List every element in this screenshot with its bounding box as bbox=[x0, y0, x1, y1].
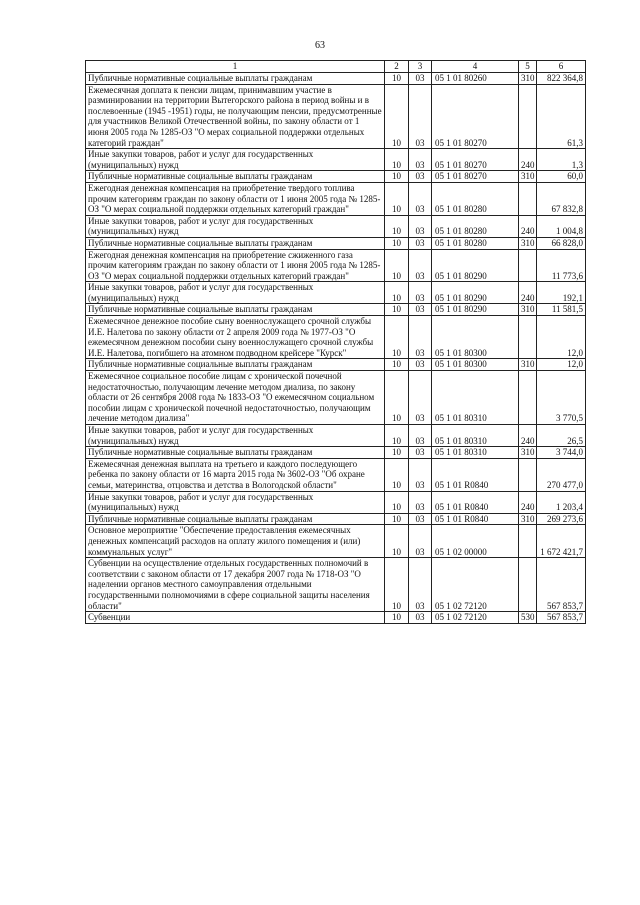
row-subsection-code: 03 bbox=[409, 282, 432, 304]
row-description: Ежемесячная доплата к пенсии лицам, принимавшим участие в разминировании на территории Вытегорского района в период войны и в послевоенные (1945 -1951) годы, не получающим пенсии, предусмотренные для участников Великой Отечественной войны, по закону области от 1 июня 2005 года № 1285-ОЗ "О мерах социальной поддержки отдельных категорий граждан" bbox=[86, 84, 385, 149]
row-section-code: 10 bbox=[385, 491, 409, 513]
row-target-article-code: 05 1 01 80280 bbox=[432, 215, 519, 237]
table-row bbox=[86, 304, 586, 316]
row-section-code: 10 bbox=[385, 249, 409, 282]
header-col-2: 2 bbox=[385, 61, 409, 73]
row-subsection-code: 03 bbox=[409, 304, 432, 316]
row-subsection-code: 03 bbox=[409, 447, 432, 459]
row-subsection-code: 03 bbox=[409, 316, 432, 359]
row-amount: 11 773,6 bbox=[537, 249, 586, 282]
row-description: Ежегодная денежная компенсация на приобретение сжиженного газа прочим категориям граждан по закону области от 1 июня 2005 года № 1285-ОЗ "О мерах социальной поддержки отдельных категорий граждан" bbox=[86, 249, 385, 282]
table-row bbox=[86, 84, 586, 149]
row-subsection-code: 03 bbox=[409, 425, 432, 447]
table-row bbox=[86, 359, 586, 371]
row-subsection-code: 03 bbox=[409, 525, 432, 558]
row-description: Ежемесячное социальное пособие лицам с хронической почечной недостаточностью, получающим лечение методом диализа, по закону области от 26 сентября 2008 года № 1833-ОЗ "О ежемесячном социальном пособии лицам с хронической почечной недостаточностью, получающим лечение методом диализа" bbox=[86, 371, 385, 425]
row-section-code: 10 bbox=[385, 182, 409, 215]
row-subsection-code: 03 bbox=[409, 237, 432, 249]
row-target-article-code: 05 1 01 80290 bbox=[432, 304, 519, 316]
table-row bbox=[86, 458, 586, 491]
row-expense-type-code: 310 bbox=[519, 304, 537, 316]
row-amount: 3 770,5 bbox=[537, 371, 586, 425]
row-target-article-code: 05 1 01 80280 bbox=[432, 237, 519, 249]
table-row bbox=[86, 316, 586, 359]
row-amount: 11 581,5 bbox=[537, 304, 586, 316]
row-description: Ежегодная денежная компенсация на приобретение твердого топлива прочим категориям граждан по закону области от 1 июня 2005 года № 1285-ОЗ "О мерах социальной поддержки отдельных категорий граждан" bbox=[86, 182, 385, 215]
row-target-article-code: 05 1 01 80310 bbox=[432, 371, 519, 425]
table-row bbox=[86, 525, 586, 558]
row-description: Публичные нормативные социальные выплаты гражданам bbox=[86, 237, 385, 249]
row-amount: 3 744,0 bbox=[537, 447, 586, 459]
row-target-article-code: 05 1 01 80290 bbox=[432, 282, 519, 304]
row-amount: 26,5 bbox=[537, 425, 586, 447]
row-section-code: 10 bbox=[385, 282, 409, 304]
table-row bbox=[86, 491, 586, 513]
row-target-article-code: 05 1 01 80310 bbox=[432, 447, 519, 459]
row-expense-type-code: 240 bbox=[519, 215, 537, 237]
row-subsection-code: 03 bbox=[409, 513, 432, 525]
row-target-article-code: 05 1 01 R0840 bbox=[432, 491, 519, 513]
table-row bbox=[86, 215, 586, 237]
row-subsection-code: 03 bbox=[409, 458, 432, 491]
row-target-article-code: 05 1 01 80270 bbox=[432, 171, 519, 183]
table-row bbox=[86, 249, 586, 282]
table-row bbox=[86, 149, 586, 171]
row-section-code: 10 bbox=[385, 371, 409, 425]
row-section-code: 10 bbox=[385, 215, 409, 237]
table-row bbox=[86, 73, 586, 85]
row-amount: 269 273,6 bbox=[537, 513, 586, 525]
row-section-code: 10 bbox=[385, 237, 409, 249]
row-target-article-code: 05 1 01 80300 bbox=[432, 316, 519, 359]
row-amount: 567 853,7 bbox=[537, 612, 586, 624]
row-section-code: 10 bbox=[385, 447, 409, 459]
budget-table bbox=[85, 60, 586, 624]
row-expense-type-code bbox=[519, 182, 537, 215]
row-expense-type-code: 240 bbox=[519, 425, 537, 447]
table-row bbox=[86, 447, 586, 459]
row-section-code: 10 bbox=[385, 558, 409, 612]
row-section-code: 10 bbox=[385, 612, 409, 624]
row-section-code: 10 bbox=[385, 425, 409, 447]
row-subsection-code: 03 bbox=[409, 149, 432, 171]
row-description: Публичные нормативные социальные выплаты гражданам bbox=[86, 447, 385, 459]
row-section-code: 10 bbox=[385, 316, 409, 359]
row-target-article-code: 05 1 01 80280 bbox=[432, 182, 519, 215]
table-row bbox=[86, 237, 586, 249]
row-section-code: 10 bbox=[385, 304, 409, 316]
row-expense-type-code: 240 bbox=[519, 149, 537, 171]
row-amount: 66 828,0 bbox=[537, 237, 586, 249]
header-col-1: 1 bbox=[86, 61, 385, 73]
row-section-code: 10 bbox=[385, 359, 409, 371]
row-expense-type-code bbox=[519, 458, 537, 491]
row-amount: 61,3 bbox=[537, 84, 586, 149]
row-amount: 1,3 bbox=[537, 149, 586, 171]
row-subsection-code: 03 bbox=[409, 359, 432, 371]
row-expense-type-code: 240 bbox=[519, 282, 537, 304]
row-amount: 12,0 bbox=[537, 359, 586, 371]
table-row bbox=[86, 371, 586, 425]
row-target-article-code: 05 1 01 80300 bbox=[432, 359, 519, 371]
row-expense-type-code bbox=[519, 249, 537, 282]
row-section-code: 10 bbox=[385, 149, 409, 171]
header-col-6: 6 bbox=[537, 61, 586, 73]
row-target-article-code: 05 1 01 R0840 bbox=[432, 458, 519, 491]
header-col-4: 4 bbox=[432, 61, 519, 73]
row-description: Ежемесячное денежное пособие сыну военнослужащего срочной службы И.Е. Налетова по закону области от 2 апреля 2009 года № 1977-ОЗ "О ежемесячном денежном пособии сыну военнослужащего срочной службы И.Е. Налетова, погибшего на атомном подводном крейсере "Курск" bbox=[86, 316, 385, 359]
row-description: Субвенции bbox=[86, 612, 385, 624]
row-section-code: 10 bbox=[385, 458, 409, 491]
table-row bbox=[86, 171, 586, 183]
row-amount: 67 832,8 bbox=[537, 182, 586, 215]
row-subsection-code: 03 bbox=[409, 84, 432, 149]
row-section-code: 10 bbox=[385, 525, 409, 558]
row-description: Основное мероприятие "Обеспечение предоставления ежемесячных денежных компенсаций расходов на оплату жилого помещения и (или) коммунальных услуг" bbox=[86, 525, 385, 558]
row-subsection-code: 03 bbox=[409, 491, 432, 513]
row-subsection-code: 03 bbox=[409, 371, 432, 425]
row-expense-type-code: 310 bbox=[519, 73, 537, 85]
row-section-code: 10 bbox=[385, 73, 409, 85]
header-row bbox=[86, 61, 586, 73]
row-subsection-code: 03 bbox=[409, 215, 432, 237]
row-target-article-code: 05 1 01 R0840 bbox=[432, 513, 519, 525]
row-target-article-code: 05 1 02 72120 bbox=[432, 612, 519, 624]
row-description: Иные закупки товаров, работ и услуг для государственных (муниципальных) нужд bbox=[86, 215, 385, 237]
row-expense-type-code: 310 bbox=[519, 171, 537, 183]
table-row bbox=[86, 425, 586, 447]
table-row bbox=[86, 558, 586, 612]
row-amount: 192,1 bbox=[537, 282, 586, 304]
row-expense-type-code bbox=[519, 558, 537, 612]
row-description: Иные закупки товаров, работ и услуг для государственных (муниципальных) нужд bbox=[86, 425, 385, 447]
row-expense-type-code: 310 bbox=[519, 237, 537, 249]
row-expense-type-code bbox=[519, 525, 537, 558]
row-expense-type-code: 310 bbox=[519, 359, 537, 371]
row-target-article-code: 05 1 01 80270 bbox=[432, 84, 519, 149]
row-target-article-code: 05 1 01 80290 bbox=[432, 249, 519, 282]
row-target-article-code: 05 1 01 80310 bbox=[432, 425, 519, 447]
row-description: Публичные нормативные социальные выплаты гражданам bbox=[86, 304, 385, 316]
row-section-code: 10 bbox=[385, 171, 409, 183]
row-expense-type-code: 310 bbox=[519, 513, 537, 525]
row-subsection-code: 03 bbox=[409, 249, 432, 282]
row-expense-type-code bbox=[519, 316, 537, 359]
row-amount: 1 203,4 bbox=[537, 491, 586, 513]
row-amount: 12,0 bbox=[537, 316, 586, 359]
header-col-5: 5 bbox=[519, 61, 537, 73]
table-row bbox=[86, 612, 586, 624]
row-description: Публичные нормативные социальные выплаты гражданам bbox=[86, 171, 385, 183]
row-description: Иные закупки товаров, работ и услуг для государственных (муниципальных) нужд bbox=[86, 149, 385, 171]
row-subsection-code: 03 bbox=[409, 73, 432, 85]
row-expense-type-code: 530 bbox=[519, 612, 537, 624]
row-expense-type-code bbox=[519, 371, 537, 425]
row-amount: 1 004,8 bbox=[537, 215, 586, 237]
row-target-article-code: 05 1 01 80260 bbox=[432, 73, 519, 85]
row-subsection-code: 03 bbox=[409, 182, 432, 215]
row-amount: 60,0 bbox=[537, 171, 586, 183]
row-amount: 1 672 421,7 bbox=[537, 525, 586, 558]
row-target-article-code: 05 1 01 80270 bbox=[432, 149, 519, 171]
row-description: Субвенции на осуществление отдельных государственных полномочий в соответствии с законом области от 17 декабря 2007 года № 1718-ОЗ "О наделении органов местного самоуправления отдельными государственными полномочиями в сфере социальной защиты населения области" bbox=[86, 558, 385, 612]
row-amount: 270 477,0 bbox=[537, 458, 586, 491]
page-number: 63 bbox=[315, 40, 325, 51]
row-description: Иные закупки товаров, работ и услуг для государственных (муниципальных) нужд bbox=[86, 282, 385, 304]
row-subsection-code: 03 bbox=[409, 171, 432, 183]
row-description: Публичные нормативные социальные выплаты гражданам bbox=[86, 73, 385, 85]
row-description: Публичные нормативные социальные выплаты гражданам bbox=[86, 359, 385, 371]
row-section-code: 10 bbox=[385, 513, 409, 525]
table-row bbox=[86, 182, 586, 215]
row-amount: 567 853,7 bbox=[537, 558, 586, 612]
row-subsection-code: 03 bbox=[409, 612, 432, 624]
row-expense-type-code bbox=[519, 84, 537, 149]
row-expense-type-code: 240 bbox=[519, 491, 537, 513]
row-subsection-code: 03 bbox=[409, 558, 432, 612]
table-row bbox=[86, 282, 586, 304]
row-expense-type-code: 310 bbox=[519, 447, 537, 459]
row-description: Ежемесячная денежная выплата на третьего и каждого последующего ребенка по закону области от 16 марта 2015 года № 3602-ОЗ "Об охране семьи, материнства, отцовства и детства в Вологодской области" bbox=[86, 458, 385, 491]
table-row bbox=[86, 513, 586, 525]
row-amount: 822 364,8 bbox=[537, 73, 586, 85]
row-description: Иные закупки товаров, работ и услуг для государственных (муниципальных) нужд bbox=[86, 491, 385, 513]
row-description: Публичные нормативные социальные выплаты гражданам bbox=[86, 513, 385, 525]
header-col-3: 3 bbox=[409, 61, 432, 73]
row-target-article-code: 05 1 02 00000 bbox=[432, 525, 519, 558]
row-section-code: 10 bbox=[385, 84, 409, 149]
row-target-article-code: 05 1 02 72120 bbox=[432, 558, 519, 612]
